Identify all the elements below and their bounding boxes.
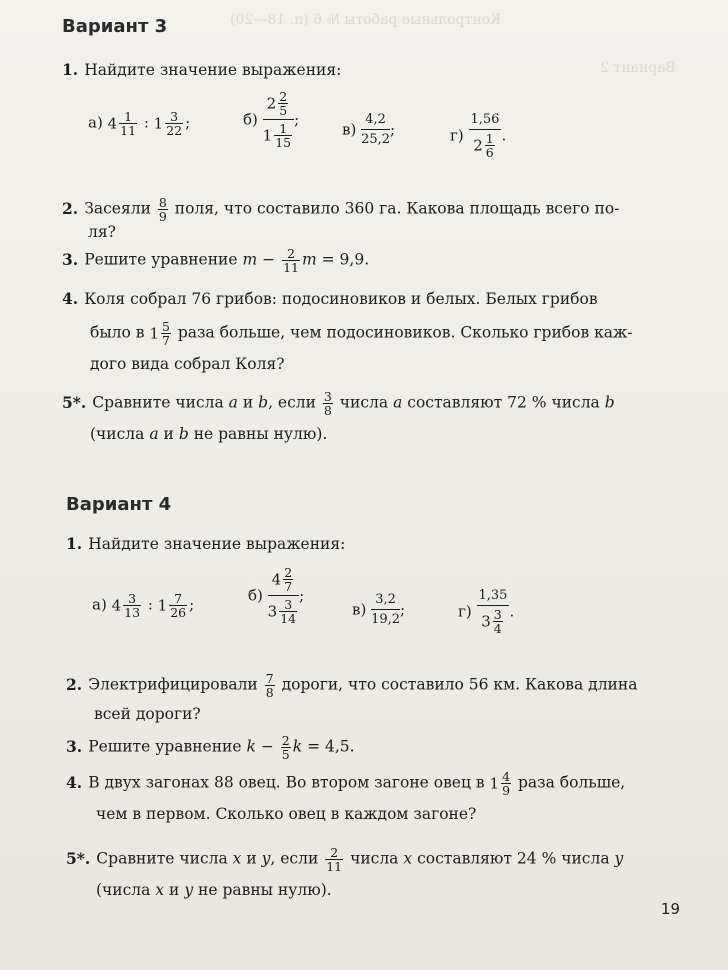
- task-text: дороги, что составило 56 км. Какова длина: [281, 675, 638, 694]
- fraction: [119, 110, 137, 137]
- punctuation: ;: [189, 595, 195, 614]
- variable: y: [261, 849, 271, 868]
- whole-part: 1: [262, 126, 273, 145]
- denominator: 7: [161, 333, 170, 348]
- variable: y: [614, 849, 624, 868]
- variable: x: [155, 881, 165, 899]
- fraction: [501, 770, 511, 797]
- task-text: Засеяли: [84, 199, 151, 218]
- task-text: числа: [350, 849, 399, 868]
- denominator: 11: [283, 260, 299, 275]
- complex-numerator: [268, 566, 299, 596]
- denominator: 5: [281, 747, 290, 762]
- numerator: 2: [325, 846, 343, 860]
- task-number: 2.: [66, 674, 83, 694]
- complex-denominator: [263, 120, 294, 149]
- task-text: числа: [339, 393, 389, 412]
- fraction: [485, 132, 495, 159]
- complex-denominator: [469, 130, 502, 159]
- variable: x: [232, 849, 242, 868]
- task-text: не равны нулю).: [193, 425, 328, 443]
- task-number: 1.: [62, 60, 79, 79]
- whole-part: 1: [149, 324, 159, 343]
- task-text: = 9,9.: [321, 250, 370, 269]
- whole-part: 2: [266, 94, 277, 113]
- whole-part: 3: [481, 612, 491, 631]
- variable: m: [301, 250, 317, 269]
- task-number: 4.: [66, 772, 83, 792]
- v4-option-c: [352, 592, 405, 627]
- variable: a: [149, 425, 159, 443]
- denominator: 22: [166, 123, 183, 138]
- v3-task-2: [62, 196, 619, 223]
- complex-fraction: [268, 566, 299, 625]
- task-text: раза больше, чем подосиновиков. Сколько грибов каж-: [177, 323, 633, 342]
- complex-numerator: 1,35: [477, 588, 510, 606]
- task-text: и: [242, 393, 254, 412]
- punctuation: ;: [294, 110, 300, 129]
- task-text: поля, что составило 360 га. Какова площадь всего по-: [174, 199, 620, 218]
- numerator: 8: [158, 195, 167, 210]
- task-text: не равны нулю).: [198, 881, 332, 899]
- whole-part: 4: [271, 570, 282, 589]
- v4-task-1: [66, 534, 345, 554]
- v4-option-d: [458, 588, 514, 635]
- v3-option-b: [243, 90, 299, 149]
- denominator: 13: [124, 605, 141, 620]
- fraction: [281, 734, 291, 761]
- v4-option-a: [92, 592, 194, 619]
- complex-denominator: [268, 596, 299, 625]
- task-text: В двух загонах 88 овец. Во втором загоне овец в: [88, 773, 485, 792]
- task-text: и: [246, 849, 257, 868]
- numerator: 7: [265, 671, 274, 686]
- whole-part: 4: [107, 114, 118, 133]
- task-text: Найдите значение выражения:: [88, 535, 346, 553]
- whole-part: 2: [473, 136, 483, 155]
- v3-task-5: [62, 390, 615, 417]
- task-text: , если: [268, 393, 316, 412]
- numerator: 5: [161, 319, 170, 334]
- task-text: Решите уравнение: [84, 250, 238, 269]
- task-text: Найдите значение выражения:: [84, 61, 342, 79]
- complex-fraction: [263, 90, 294, 149]
- punctuation: ;: [299, 586, 305, 605]
- denominator: 25,2: [361, 132, 391, 147]
- numerator: 3: [323, 389, 332, 404]
- punctuation: ;: [400, 600, 406, 619]
- v4-task-3: [66, 734, 355, 761]
- v4-task-2-cont: всей дороги?: [94, 705, 201, 723]
- variable: m: [242, 250, 258, 269]
- fraction: [165, 110, 183, 137]
- v3-task-5-line2: [90, 424, 327, 444]
- minus-sign: −: [260, 737, 274, 756]
- fraction: [265, 672, 275, 699]
- punctuation: ;: [390, 120, 396, 139]
- option-label: в): [352, 600, 367, 619]
- fraction: [123, 592, 141, 619]
- task-text: , если: [270, 849, 319, 868]
- denominator: 5: [279, 103, 288, 118]
- numerator: 4: [502, 769, 511, 784]
- numerator: 2: [279, 89, 288, 104]
- variable: b: [604, 393, 615, 412]
- complex-denominator: [477, 606, 510, 635]
- option-label: г): [450, 126, 464, 145]
- v4-task-5-line2: [96, 880, 332, 900]
- fraction: [371, 592, 400, 627]
- v3-task-4: [62, 289, 598, 309]
- option-label: в): [342, 120, 357, 139]
- task-text: составляют 72 % числа: [407, 393, 600, 412]
- option-label: б): [248, 586, 263, 605]
- punctuation: .: [501, 126, 507, 145]
- numerator: 1: [119, 110, 137, 124]
- denominator: 9: [158, 209, 167, 224]
- task-text: раза больше,: [517, 773, 626, 792]
- option-label: а): [88, 113, 103, 132]
- task-text: Коля собрал 76 грибов: подосиновиков и белых. Белых грибов: [84, 290, 598, 308]
- v4-option-b: [248, 566, 304, 625]
- denominator: 7: [284, 579, 293, 594]
- variable: a: [393, 393, 403, 412]
- fraction: [278, 90, 288, 117]
- task-text: Сравните числа: [92, 393, 224, 412]
- task-number: 3.: [62, 249, 79, 269]
- task-number: 2.: [62, 198, 79, 218]
- fraction: [361, 112, 390, 147]
- task-text: Решите уравнение: [88, 737, 242, 756]
- fraction: [279, 598, 297, 625]
- fraction: [325, 846, 343, 873]
- whole-part: 1: [157, 596, 168, 615]
- whole-part: 1: [489, 774, 500, 793]
- numerator: 3,2: [371, 592, 400, 610]
- v4-task-4: [66, 770, 625, 797]
- v4-task-4-cont: чем в первом. Сколько овец в каждом загоне?: [96, 805, 477, 823]
- numerator: 3: [279, 598, 297, 612]
- denominator: 15: [275, 135, 292, 150]
- variant-3-title: Вариант 3: [62, 16, 168, 37]
- denominator: 8: [323, 403, 332, 418]
- fraction: [161, 320, 171, 347]
- task-text: Сравните числа: [96, 849, 228, 868]
- numerator: 2: [282, 247, 300, 261]
- v3-task-3: [62, 247, 369, 274]
- numerator: 3: [493, 607, 502, 622]
- v4-task-2: [66, 672, 637, 699]
- numerator: 1: [274, 122, 292, 136]
- fraction: [323, 390, 333, 417]
- variable: k: [246, 737, 256, 756]
- v3-task-1: [62, 60, 341, 80]
- task-text: = 4,5.: [307, 737, 355, 756]
- variable: a: [228, 393, 238, 412]
- task-number: 5*.: [66, 848, 91, 868]
- variable: k: [292, 737, 303, 756]
- division-sign: :: [143, 113, 149, 132]
- numerator: 1: [485, 131, 494, 146]
- fraction: [283, 566, 293, 593]
- denominator: 26: [170, 605, 187, 620]
- denominator: 6: [485, 145, 494, 160]
- task-text: Электрифицировали: [88, 675, 258, 694]
- v3-option-c: [342, 112, 395, 147]
- variable: b: [258, 393, 269, 412]
- page-number: 19: [660, 900, 680, 918]
- denominator: 8: [265, 685, 274, 700]
- task-text: и: [169, 881, 180, 899]
- bleed-through-header: Контрольные работы № 6 (п. 18—20): [230, 12, 501, 28]
- numerator: 3: [123, 592, 141, 606]
- task-text: было в: [90, 323, 145, 342]
- task-number: 1.: [66, 534, 83, 553]
- numerator: 2: [284, 565, 293, 580]
- v3-option-d: [450, 112, 506, 159]
- task-text: (числа: [90, 425, 145, 443]
- v3-option-a: [88, 110, 190, 137]
- fraction: [493, 608, 503, 635]
- variable: b: [178, 425, 189, 443]
- task-number: 3.: [66, 736, 83, 756]
- task-number: 4.: [62, 289, 79, 308]
- complex-numerator: [263, 90, 294, 120]
- numerator: 4,2: [361, 112, 390, 130]
- whole-part: 4: [111, 596, 122, 615]
- fraction: [274, 122, 292, 149]
- v3-task-4-line3: дого вида собрал Коля?: [90, 355, 285, 373]
- option-label: б): [243, 110, 258, 129]
- complex-numerator: 1,56: [469, 112, 502, 130]
- numerator: 2: [281, 733, 290, 748]
- whole-part: 1: [153, 114, 164, 133]
- v3-task-2-cont: ля?: [88, 223, 116, 241]
- denominator: 19,2: [371, 612, 401, 627]
- punctuation: .: [509, 602, 515, 621]
- task-text: составляют 24 % числа: [417, 849, 610, 868]
- division-sign: :: [147, 595, 153, 614]
- denominator: 11: [326, 859, 343, 874]
- denominator: 11: [120, 123, 137, 138]
- denominator: 14: [280, 611, 297, 626]
- complex-fraction: [469, 112, 502, 159]
- variant-4-title: Вариант 4: [66, 494, 172, 515]
- complex-fraction: [477, 588, 510, 635]
- v3-task-4-line2: [90, 320, 633, 347]
- option-label: а): [92, 595, 107, 614]
- task-text: и: [163, 425, 174, 443]
- v4-task-5: [66, 846, 623, 873]
- variable: y: [184, 881, 194, 899]
- variable: x: [403, 849, 413, 868]
- fraction: [158, 196, 168, 223]
- fraction: [282, 247, 300, 274]
- task-number: 5*.: [62, 392, 87, 412]
- numerator: 3: [165, 110, 183, 124]
- bleed-through-variant: Вариант 2: [600, 60, 676, 76]
- whole-part: 3: [267, 602, 278, 621]
- denominator: 4: [493, 621, 502, 636]
- punctuation: ;: [185, 113, 191, 132]
- fraction: [169, 592, 187, 619]
- denominator: 9: [502, 783, 511, 798]
- option-label: г): [458, 602, 472, 621]
- numerator: 7: [169, 592, 187, 606]
- task-text: (числа: [96, 881, 151, 899]
- minus-sign: −: [262, 250, 276, 269]
